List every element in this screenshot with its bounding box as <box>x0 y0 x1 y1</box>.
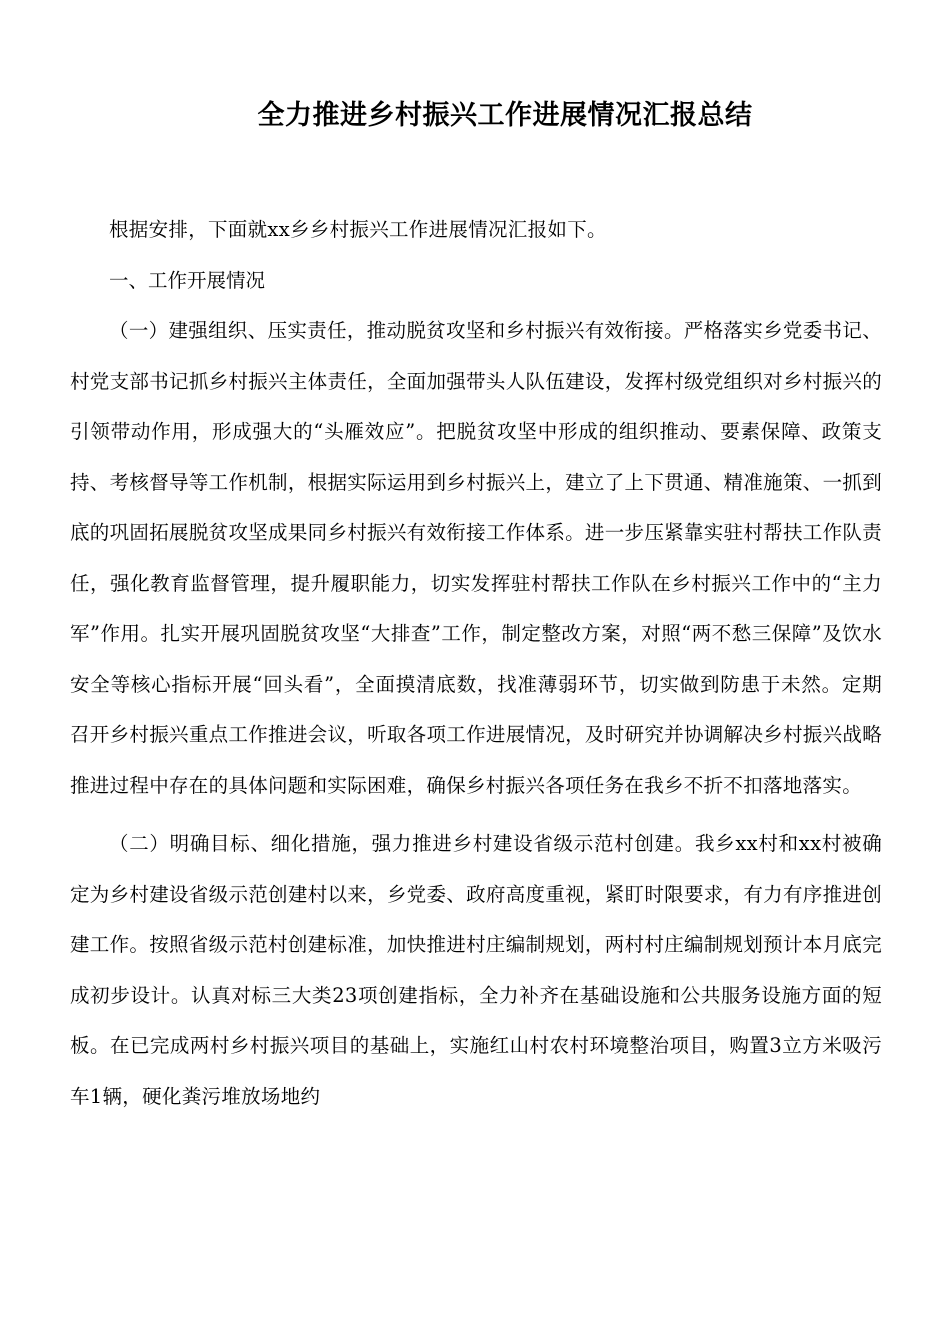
document-title: 全力推进乡村振兴工作进展情况汇报总结 <box>257 100 753 131</box>
paragraph-1: （一）建强组织、压实责任，推动脱贫攻坚和乡村振兴有效衔接。严格落实乡党委书记、村党支部书记抓乡村振兴主体责任，全面加强带头人队伍建设，发挥村级党组织对乡村振兴的引领带动作用，形成强大的“头雁效应”。把脱贫攻坚中形成的组织推动、要素保障、政策支持、考核督导等工作机制，根据实际运用到乡村振兴上，建立了上下贯通、精准施策、一抓到底的巩固拓展脱贫攻坚成果同乡村振兴有效衔接工作体系。进一步压紧靠实驻村帮扶工作队责任，强化教育监督管理，提升履职能力，切实发挥驻村帮扶工作队在乡村振兴工作中的“主力军”作用。扎实开展巩固脱贫攻坚“大排查”工作，制定整改方案，对照“两不愁三保障”及饮水安全等核心指标开展“回头看”，全面摸清底数，找准薄弱环节，切实做到防患于未然。定期召开乡村振兴重点工作推进会议，听取各项工作进展情况，及时研究并协调解决乡村振兴战略推进过程中存在的具体问题和实际困难，确保乡村振兴各项任务在我乡不折不扣落地落实。 <box>70 319 882 797</box>
document-body <box>70 205 882 1122</box>
intro-paragraph: 根据安排，下面就xx乡乡村振兴工作进展情况汇报如下。 <box>109 218 607 241</box>
paragraph-gap <box>70 811 882 819</box>
section-heading: 一、工作开展情况 <box>109 268 266 292</box>
paragraph-2: （二）明确目标、细化措施，强力推进乡村建设省级示范村创建。我乡xx村和xx村被确定为乡村建设省级示范创建村以来，乡党委、政府高度重视，紧盯时限要求，有力有序推进创建工作。按照省级示范村创建标准，加快推进村庄编制规划，两村村庄编制规划预计本月底完成初步设计。认真对标三大类23项创建指标，全力补齐在基础设施和公共服务设施方面的短板。在已完成两村乡村振兴项目的基础上，实施红山村农村环境整治项目，购置3立方米吸污车1辆，硬化粪污堆放场地约 <box>70 832 882 1108</box>
